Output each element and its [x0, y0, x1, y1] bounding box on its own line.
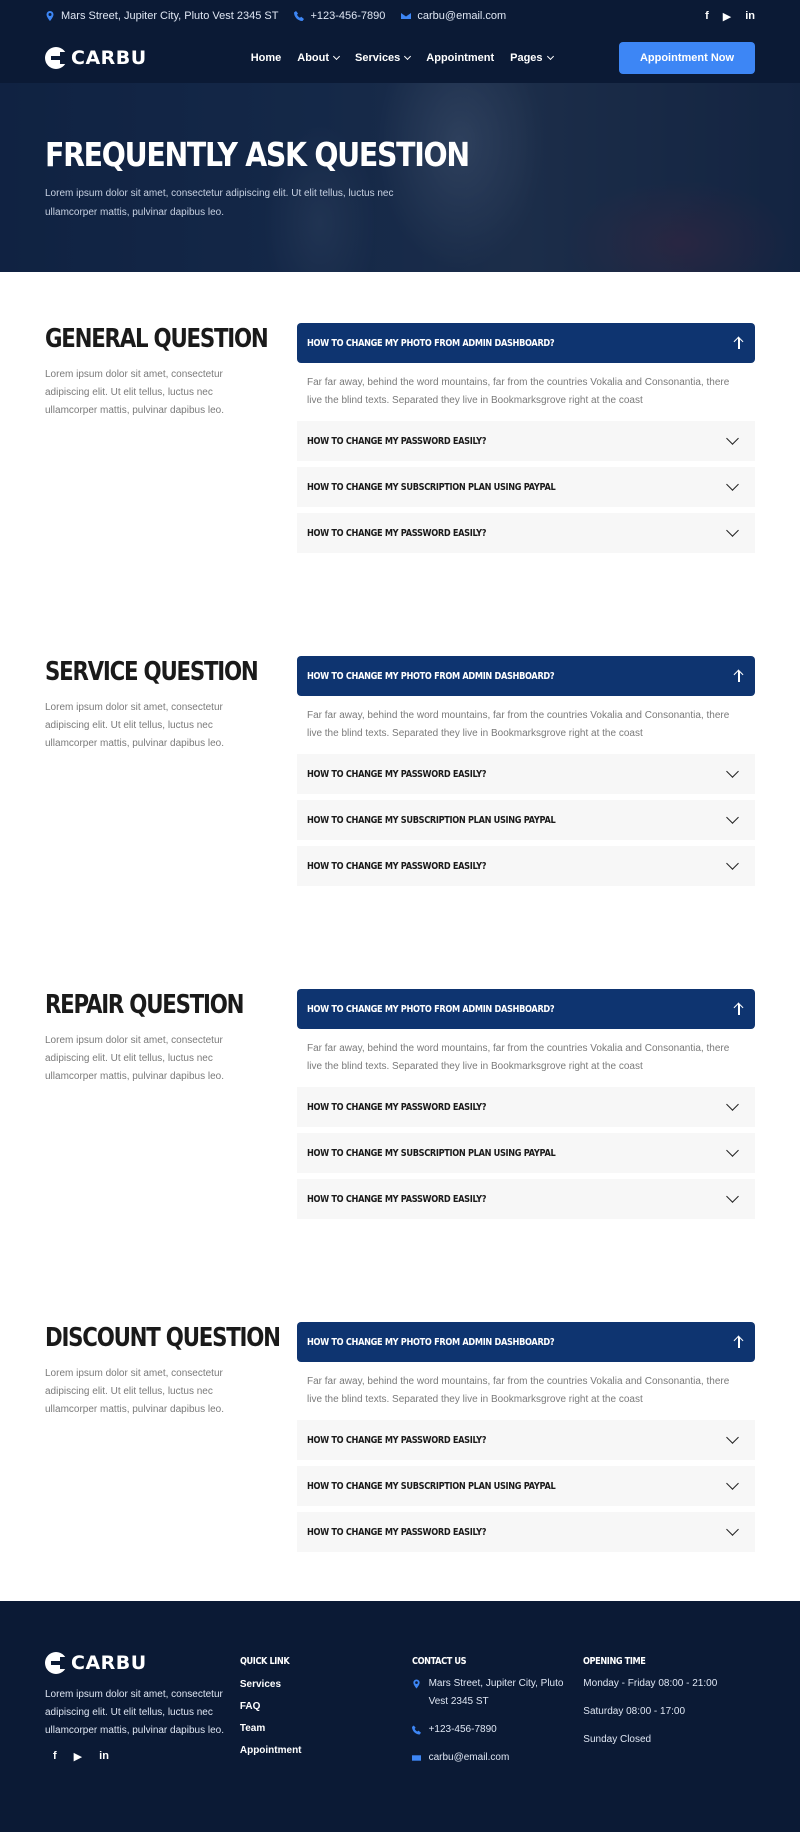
mail-icon: [412, 1753, 421, 1763]
nav-services-label: Services: [355, 51, 401, 64]
section-text: Lorem ipsum dolor sit amet, consectetur adipiscing elit. Ut elit tellus, luctus nec ullamcorper mattis, pulvinar dapibus leo.: [45, 1035, 224, 1082]
accordion-question: HOW TO CHANGE MY SUBSCRIPTION PLAN USING PAYPAL: [307, 481, 556, 493]
footer-logo-text: CARBU: [71, 1652, 147, 1674]
accordion: [297, 1322, 755, 1558]
mail-icon: [401, 11, 411, 21]
footer-heading: CONTACT US: [411, 1656, 466, 1667]
top-bar: [0, 0, 800, 32]
footer-about: [45, 1652, 240, 1832]
nav-appointment-label: Appointment: [426, 51, 495, 64]
footer-link-list: [240, 1674, 412, 1762]
nav-about[interactable]: [297, 52, 339, 64]
hours-saturday: Saturday 08:00 - 17:00: [583, 1706, 686, 1717]
footer-contact-list: [412, 1675, 584, 1767]
accordion-question: HOW TO CHANGE MY PASSWORD EASILY?: [307, 435, 487, 447]
faq-section-intro: [45, 323, 297, 559]
arrow-up-icon: [733, 1335, 745, 1349]
footer-quick-links: [240, 1652, 412, 1832]
location-pin-icon: [412, 1679, 421, 1689]
top-email-text: carbu@email.com: [417, 10, 507, 22]
chevron-down-icon: [726, 1098, 739, 1111]
faq-section-repair: [0, 892, 800, 1225]
chevron-down-icon: [726, 1190, 739, 1203]
logo[interactable]: [45, 47, 147, 69]
top-address-text: Mars Street, Jupiter City, Pluto Vest 2345 ST: [61, 10, 279, 22]
accordion-item[interactable]: [297, 846, 755, 886]
accordion-item[interactable]: [297, 513, 755, 553]
accordion-answer: Far far away, behind the word mountains, far from the countries Vokalia and Consonantia, there live the blind texts. Separated they live in Bookmarksgrove right at the coast: [307, 1043, 730, 1072]
nav-services[interactable]: [355, 52, 410, 64]
chevron-down-icon: [726, 811, 739, 824]
nav-appointment[interactable]: [426, 52, 494, 64]
hours-weekday: Monday - Friday 08:00 - 21:00: [583, 1678, 718, 1689]
footer-link-services[interactable]: Services: [239, 1679, 282, 1690]
top-social: [705, 10, 755, 23]
youtube-icon[interactable]: ▶: [722, 10, 732, 23]
chevron-down-icon: [726, 1144, 739, 1157]
faq-section-intro: [45, 656, 297, 892]
section-text: Lorem ipsum dolor sit amet, consectetur adipiscing elit. Ut elit tellus, luctus nec ullamcorper mattis, pulvinar dapibus leo.: [45, 369, 224, 416]
hero-banner: [0, 83, 800, 272]
footer-heading: QUICK LINK: [239, 1656, 290, 1667]
nav-pages-label: Pages: [510, 51, 543, 64]
accordion-item[interactable]: [297, 467, 755, 507]
arrow-up-icon: [733, 1002, 745, 1016]
logo-mark-icon: [45, 47, 67, 69]
hero-content: [0, 83, 800, 222]
faq-section-general: [0, 272, 800, 559]
accordion-item[interactable]: [297, 421, 755, 461]
section-text: Lorem ipsum dolor sit amet, consectetur adipiscing elit. Ut elit tellus, luctus nec ullamcorper mattis, pulvinar dapibus leo.: [45, 702, 224, 749]
nav-menu: [251, 52, 553, 64]
footer-hours: [583, 1652, 755, 1832]
chevron-down-icon: [726, 1523, 739, 1536]
section-title: SERVICE QUESTION: [45, 657, 258, 687]
accordion-question: HOW TO CHANGE MY PHOTO FROM ADMIN DASHBOARD?: [307, 1336, 555, 1348]
top-contact: [45, 10, 506, 22]
accordion-item[interactable]: [297, 1087, 755, 1127]
accordion-question: HOW TO CHANGE MY PASSWORD EASILY?: [307, 1193, 487, 1205]
chevron-down-icon: [726, 857, 739, 870]
footer-address: [412, 1675, 584, 1711]
footer-hours-list: [583, 1677, 755, 1747]
arrow-up-icon: [733, 669, 745, 683]
accordion-item-open[interactable]: [297, 1322, 755, 1362]
accordion-answer: Far far away, behind the word mountains, far from the countries Vokalia and Consonantia, there live the blind texts. Separated they live in Bookmarksgrove right at the coast: [307, 710, 730, 739]
phone-icon: [294, 11, 304, 21]
accordion: [297, 323, 755, 559]
arrow-up-icon: [733, 336, 745, 350]
accordion-question: HOW TO CHANGE MY PASSWORD EASILY?: [307, 1434, 487, 1446]
nav-pages[interactable]: [510, 52, 552, 64]
accordion-question: HOW TO CHANGE MY SUBSCRIPTION PLAN USING PAYPAL: [307, 1480, 556, 1492]
youtube-icon[interactable]: ▶: [73, 1751, 83, 1763]
accordion-question: HOW TO CHANGE MY PHOTO FROM ADMIN DASHBOARD?: [307, 1003, 555, 1015]
nav-home-label: Home: [250, 51, 282, 64]
accordion-question: HOW TO CHANGE MY SUBSCRIPTION PLAN USING PAYPAL: [307, 1147, 556, 1159]
accordion: [297, 656, 755, 892]
accordion-question: HOW TO CHANGE MY PHOTO FROM ADMIN DASHBOARD?: [307, 337, 555, 349]
accordion-item-open[interactable]: [297, 989, 755, 1029]
facebook-icon[interactable]: f: [53, 1750, 57, 1762]
footer-phone[interactable]: [412, 1721, 584, 1739]
accordion-question: HOW TO CHANGE MY PASSWORD EASILY?: [307, 860, 487, 872]
chevron-down-icon: [726, 524, 739, 537]
chevron-down-icon: [726, 765, 739, 778]
accordion: [297, 989, 755, 1225]
nav-about-label: About: [297, 51, 330, 64]
footer-email[interactable]: [412, 1749, 584, 1767]
section-title: REPAIR QUESTION: [45, 990, 244, 1020]
accordion-item[interactable]: [297, 1420, 755, 1460]
accordion-item[interactable]: [297, 1179, 755, 1219]
phone-icon: [412, 1725, 421, 1735]
chevron-down-icon: [404, 52, 411, 59]
accordion-item[interactable]: [297, 1133, 755, 1173]
footer-phone-text: +123-456-7890: [428, 1724, 497, 1735]
chevron-down-icon: [333, 52, 340, 59]
chevron-down-icon: [726, 1431, 739, 1444]
footer-social: [45, 1750, 240, 1763]
accordion-question: HOW TO CHANGE MY PASSWORD EASILY?: [307, 1101, 487, 1113]
footer-link-appointment[interactable]: Appointment: [239, 1745, 302, 1756]
faq-section-discount: [0, 1225, 800, 1601]
footer-link-faq[interactable]: FAQ: [239, 1701, 261, 1712]
linkedin-icon[interactable]: in: [745, 10, 755, 22]
section-title: GENERAL QUESTION: [45, 324, 268, 354]
chevron-down-icon: [726, 478, 739, 491]
top-phone-text: +123-456-7890: [310, 10, 386, 22]
appointment-now-button[interactable]: Appointment Now: [619, 42, 755, 74]
hours-sunday: Sunday Closed: [583, 1734, 652, 1745]
nav-home[interactable]: [251, 52, 282, 64]
accordion-item[interactable]: [297, 800, 755, 840]
faq-section-intro: [45, 1322, 297, 1558]
top-address: [45, 10, 278, 22]
faq-section-service: [0, 559, 800, 892]
footer-logo[interactable]: [45, 1652, 240, 1674]
accordion-item[interactable]: [297, 1466, 755, 1506]
accordion-item[interactable]: [297, 1512, 755, 1552]
accordion-question: HOW TO CHANGE MY PHOTO FROM ADMIN DASHBOARD?: [307, 670, 555, 682]
footer-heading: OPENING TIME: [583, 1656, 646, 1667]
footer-address-text: Mars Street, Jupiter City, Pluto Vest 2345 ST: [428, 1678, 564, 1707]
accordion-item-open[interactable]: [297, 323, 755, 363]
footer-contact: [412, 1652, 584, 1832]
page-title: FREQUENTLY ASK QUESTION: [45, 135, 469, 174]
accordion-question: HOW TO CHANGE MY SUBSCRIPTION PLAN USING PAYPAL: [307, 814, 556, 826]
footer: [0, 1601, 800, 1832]
accordion-item[interactable]: [297, 754, 755, 794]
location-pin-icon: [45, 11, 55, 21]
faq-section-intro: [45, 989, 297, 1225]
top-email[interactable]: [401, 10, 506, 22]
hero-text: Lorem ipsum dolor sit amet, consectetur adipiscing elit. Ut elit tellus, luctus nec ullamcorper mattis, pulvinar dapibus leo.: [45, 188, 394, 218]
logo-text: CARBU: [71, 46, 147, 69]
accordion-question: HOW TO CHANGE MY PASSWORD EASILY?: [307, 768, 487, 780]
chevron-down-icon: [547, 52, 554, 59]
linkedin-icon[interactable]: in: [99, 1750, 109, 1762]
footer-link-team[interactable]: Team: [239, 1723, 266, 1734]
accordion-answer: Far far away, behind the word mountains, far from the countries Vokalia and Consonantia, there live the blind texts. Separated they live in Bookmarksgrove right at the coast: [307, 1376, 730, 1405]
accordion-question: HOW TO CHANGE MY PASSWORD EASILY?: [307, 1526, 487, 1538]
chevron-down-icon: [726, 1477, 739, 1490]
top-phone[interactable]: [294, 10, 385, 22]
section-title: DISCOUNT QUESTION: [45, 1323, 280, 1353]
chevron-down-icon: [726, 432, 739, 445]
main-nav: [0, 32, 800, 83]
facebook-icon[interactable]: f: [705, 10, 709, 22]
accordion-answer: Far far away, behind the word mountains, far from the countries Vokalia and Consonantia, there live the blind texts. Separated they live in Bookmarksgrove right at the coast: [307, 377, 730, 406]
footer-email-text: carbu@email.com: [428, 1752, 510, 1763]
accordion-question: HOW TO CHANGE MY PASSWORD EASILY?: [307, 527, 487, 539]
accordion-item-open[interactable]: [297, 656, 755, 696]
logo-mark-icon: [45, 1652, 67, 1674]
footer-about-text: Lorem ipsum dolor sit amet, consectetur adipiscing elit. Ut elit tellus, luctus nec ullamcorper mattis, pulvinar dapibus leo.: [45, 1689, 224, 1736]
section-text: Lorem ipsum dolor sit amet, consectetur adipiscing elit. Ut elit tellus, luctus nec ullamcorper mattis, pulvinar dapibus leo.: [45, 1368, 224, 1415]
